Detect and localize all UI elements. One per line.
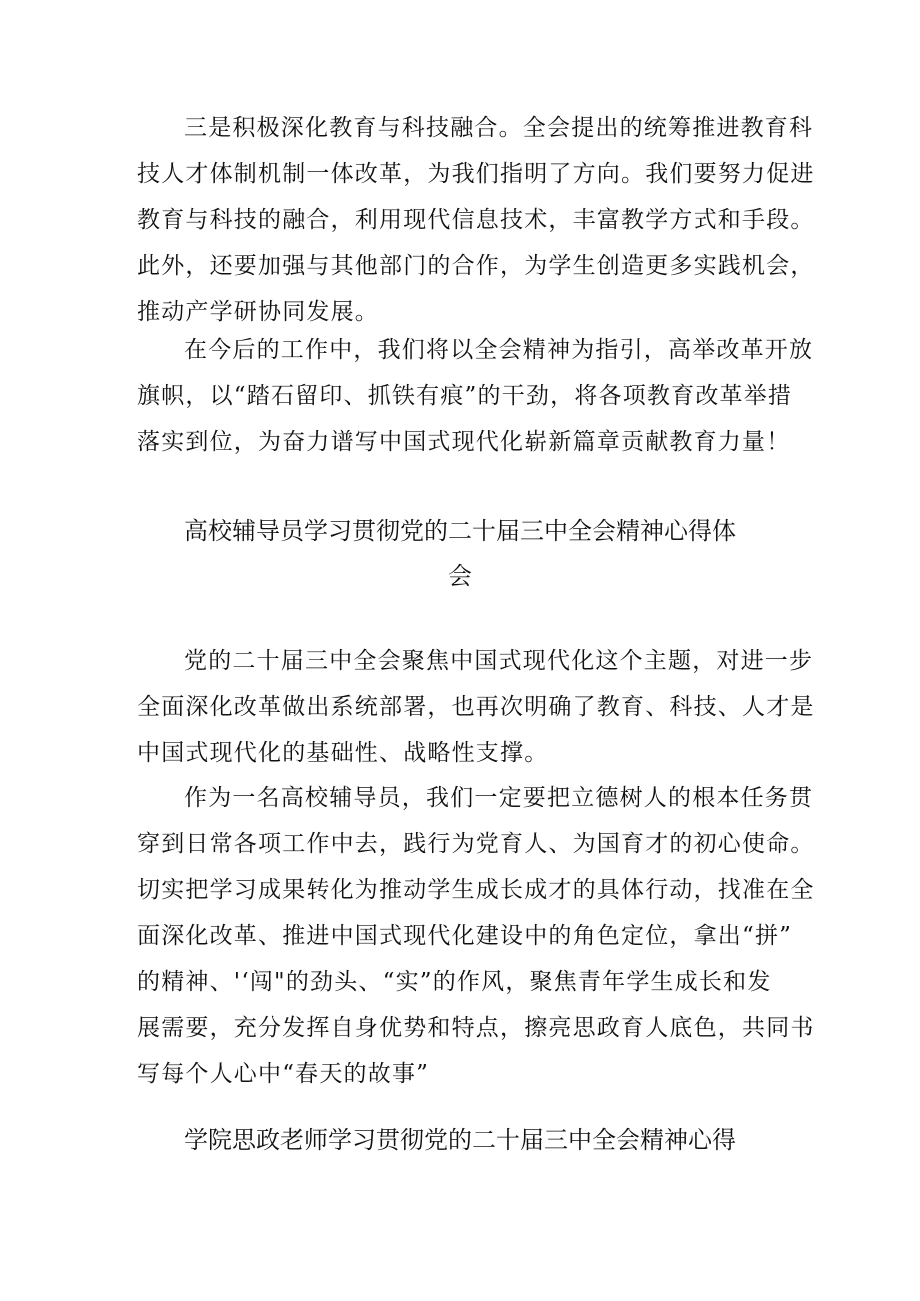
paragraph-4-line: 穿到日常各项工作中去，践行为党育人、为国育才的初心使命。 bbox=[137, 831, 815, 857]
paragraph-4-line: 面深化改革、推进中国式现代化建设中的角色定位，拿出“拼” bbox=[137, 923, 793, 949]
paragraph-4-line: 的精神、'‘闯"的劲头、“实”的作风，聚焦青年学生成长和发 bbox=[137, 969, 772, 995]
paragraph-3-line: 全面深化改革做出系统部署，也再次明确了教育、科技、人才是 bbox=[137, 694, 815, 720]
section-heading-1-line-2: 会 bbox=[448, 562, 472, 590]
paragraph-2-line: 落实到位，为奋力谱写中国式现代化崭新篇章贡献教育力量！ bbox=[137, 429, 791, 455]
paragraph-1-line: 推动产学研协同发展。 bbox=[137, 299, 379, 325]
paragraph-4-line: 切实把学习成果转化为推动学生成长成才的具体行动，找准在全 bbox=[137, 877, 815, 903]
paragraph-1-line: 此外，还要加强与其他部门的合作，为学生创造更多实践机会， bbox=[137, 253, 815, 279]
section-heading-1-line-1: 高校辅导员学习贯彻党的二十届三中全会精神心得体 bbox=[184, 517, 736, 545]
paragraph-4-line: 作为一名高校辅导员，我们一定要把立德树人的根本任务贯 bbox=[184, 785, 814, 811]
paragraph-3-line: 党的二十届三中全会聚焦中国式现代化这个主题，对进一步 bbox=[184, 648, 814, 674]
paragraph-1-line: 教育与科技的融合，利用现代信息技术，丰富教学方式和手段。 bbox=[137, 207, 815, 233]
paragraph-4-line: 展需要，充分发挥自身优势和特点，擦亮思政育人底色，共同书 bbox=[137, 1015, 815, 1041]
paragraph-1-line: 技人才体制机制一体改革，为我们指明了方向。我们要努力促进 bbox=[137, 161, 815, 187]
paragraph-2-line: 在今后的工作中，我们将以全会精神为指引，高举改革开放 bbox=[184, 337, 814, 363]
paragraph-4-line: 写每个人心中“春天的故事” bbox=[137, 1061, 430, 1087]
paragraph-2-line: 旗帜，以“踏石留印、抓铁有痕”的干劲，将各项教育改革举措 bbox=[137, 383, 793, 409]
paragraph-1-line: 三是积极深化教育与科技融合。全会提出的统筹推进教育科 bbox=[184, 115, 814, 141]
section-heading-2: 学院思政老师学习贯彻党的二十届三中全会精神心得 bbox=[184, 1126, 736, 1154]
paragraph-3-line: 中国式现代化的基础性、战略性支撑。 bbox=[137, 740, 549, 766]
